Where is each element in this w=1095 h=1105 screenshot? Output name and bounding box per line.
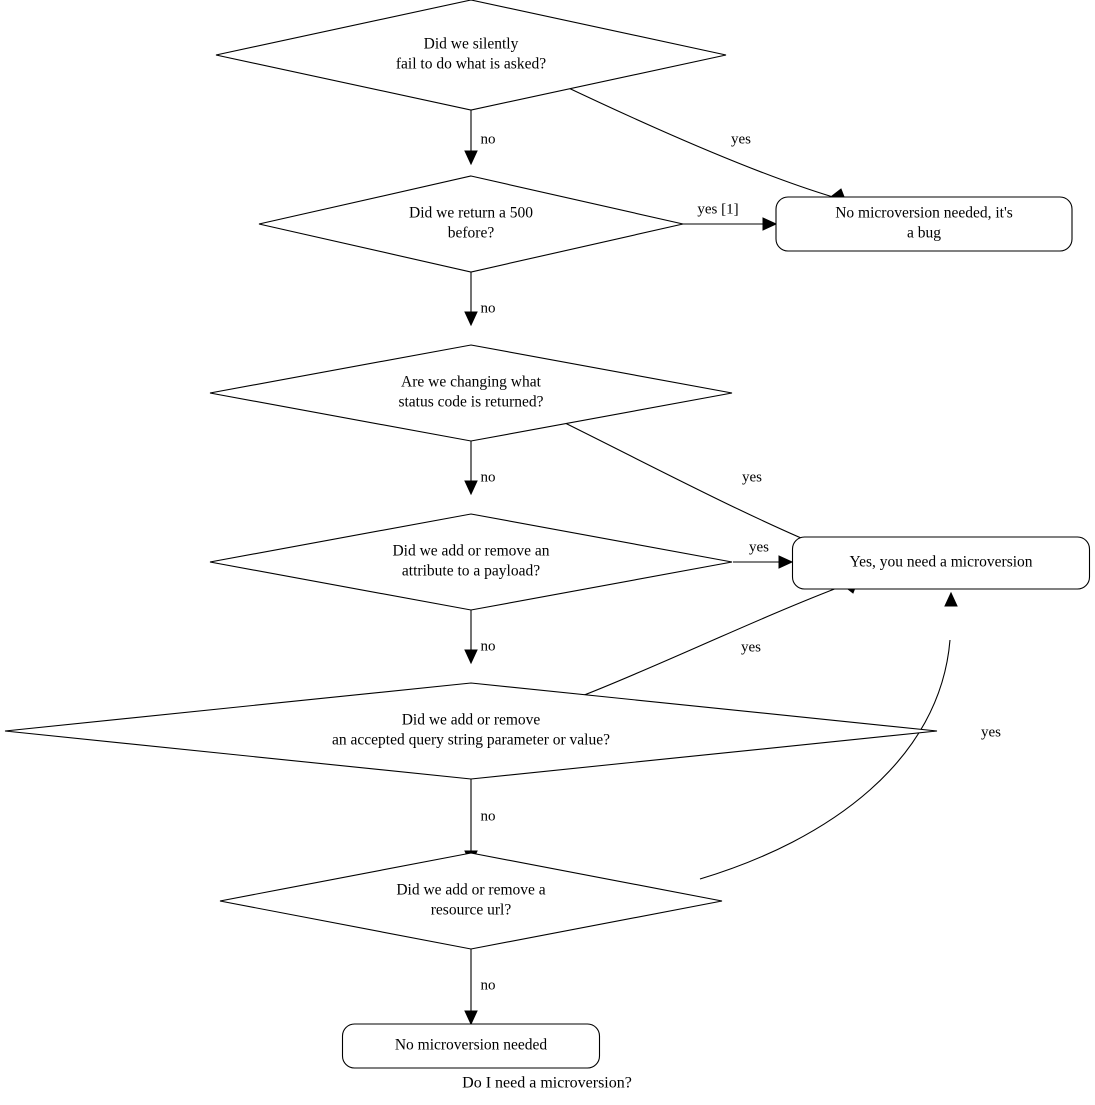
nodes-layer (5, 0, 1090, 1068)
edge-label: yes (981, 724, 1001, 741)
arrow-head-icon (945, 593, 957, 606)
edge-label: no (480, 808, 496, 825)
edge-resource-url-no (465, 949, 496, 1024)
edge-label: no (480, 131, 496, 148)
node-label: No microversion needed, it's (835, 204, 1013, 222)
node-query-string (5, 683, 937, 779)
node-label: an accepted query string parameter or value? (332, 731, 610, 749)
node-label: Are we changing what (401, 373, 541, 391)
node-label: before? (447, 224, 495, 242)
node-label: Yes, you need a microversion (849, 553, 1033, 571)
node-label: status code is returned? (398, 393, 544, 411)
edge-query-string-no (465, 779, 496, 864)
node-label: fail to do what is asked? (395, 55, 547, 73)
edge-label: no (480, 469, 496, 486)
node-label: Did we silently (423, 35, 519, 53)
node-silent-fail (216, 0, 726, 110)
node-resource-url (220, 853, 722, 949)
edge-line (558, 83, 833, 197)
edge-label: no (480, 638, 496, 655)
node-label: attribute to a payload? (401, 562, 541, 580)
node-need-microversion (793, 537, 1090, 589)
edge-line (700, 640, 950, 879)
edge-attribute-payload-yes (733, 539, 792, 568)
diagram-caption: Do I need a microversion? (462, 1074, 632, 1092)
node-return-500 (259, 176, 683, 272)
node-label: Did we return a 500 (409, 204, 533, 222)
edge-return-500-no (465, 272, 496, 325)
edge-status-code-yes (561, 421, 845, 557)
node-status-code (210, 345, 732, 441)
edge-line (579, 585, 845, 697)
edge-label: yes [1] (697, 201, 739, 218)
edge-label: yes (742, 469, 762, 486)
arrow-head-icon (465, 1011, 477, 1024)
edge-silent-fail-yes (558, 83, 846, 202)
node-label: Did we add or remove a (396, 881, 546, 899)
edge-silent-fail-no (465, 110, 496, 164)
node-label: No microversion needed (394, 1036, 548, 1054)
edge-status-code-no (465, 441, 496, 494)
node-no-microversion (343, 1024, 600, 1068)
edge-label: no (480, 977, 496, 994)
edge-return-500-yes (683, 201, 776, 230)
edge-label: yes (749, 539, 769, 556)
edge-label: no (480, 300, 496, 317)
arrow-head-icon (465, 481, 477, 494)
node-label: Did we add or remove (401, 711, 541, 729)
edge-line (561, 421, 832, 551)
node-label: resource url? (430, 901, 512, 919)
node-label: a bug (906, 224, 942, 242)
node-label: Did we add or remove an (392, 542, 550, 560)
arrow-head-icon (465, 312, 477, 325)
node-bug (776, 197, 1072, 251)
arrow-head-icon (779, 556, 792, 568)
edge-label: yes (731, 131, 751, 148)
node-attribute-payload (210, 514, 732, 610)
arrow-head-icon (763, 218, 776, 230)
edge-query-string-yes (579, 580, 858, 697)
edge-label: yes (741, 639, 761, 656)
arrow-head-icon (465, 650, 477, 663)
edge-attribute-payload-no (465, 610, 496, 663)
arrow-head-icon (465, 151, 477, 164)
